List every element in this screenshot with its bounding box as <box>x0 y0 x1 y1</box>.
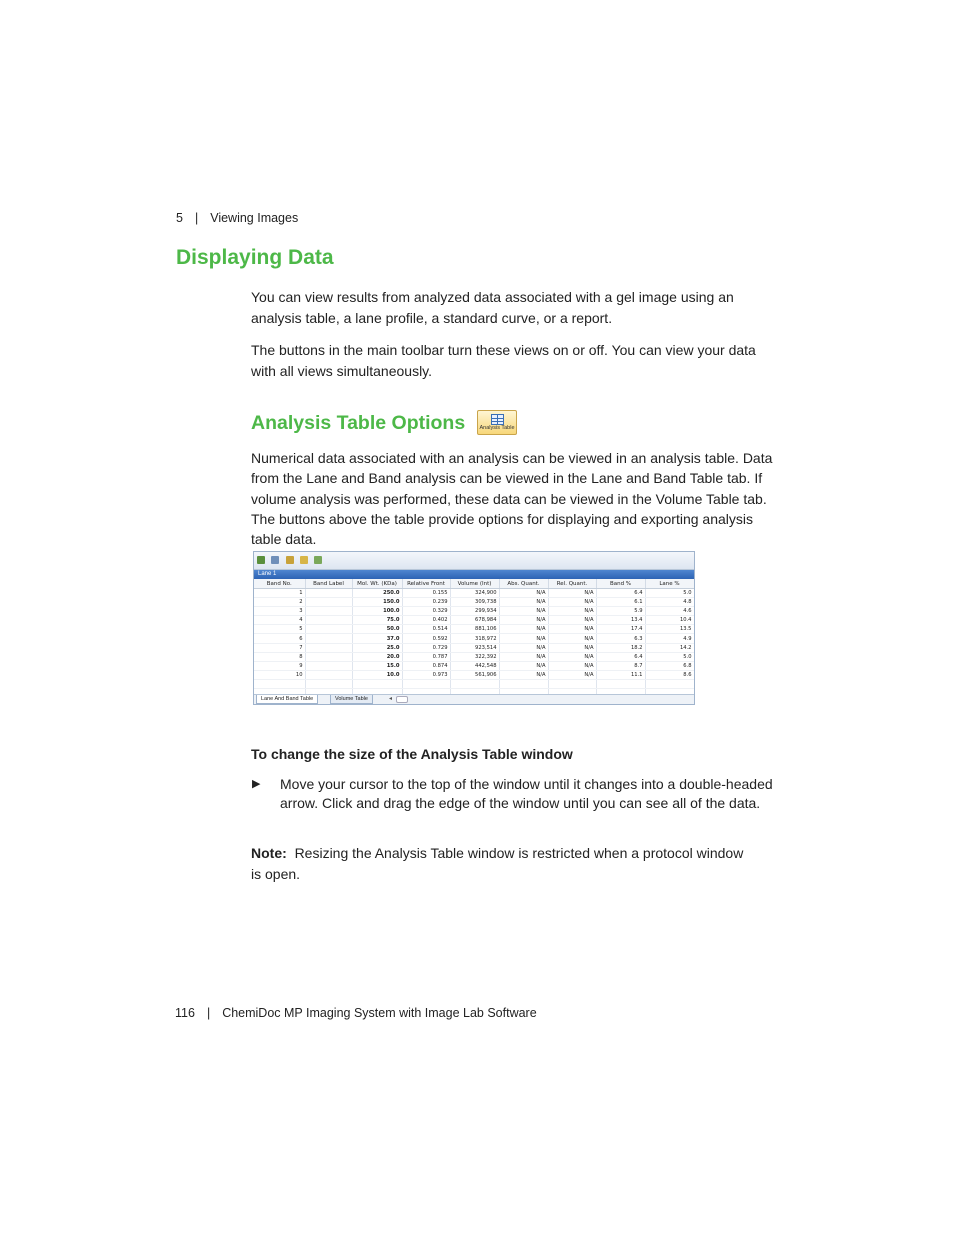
table-cell: 0.329 <box>402 607 450 616</box>
footer-separator: | <box>206 1006 211 1020</box>
table-cell: N/A <box>548 643 596 652</box>
procedure-step: Move your cursor to the top of the window until it changes into a double-headed arrow. Click and drag the edge of the window until you can see all of the data. <box>280 776 773 811</box>
table-cell: 0.402 <box>402 616 450 625</box>
table-cell: N/A <box>548 607 596 616</box>
table-cell: N/A <box>548 652 596 661</box>
table-cell: 10 <box>254 670 305 679</box>
table-cell: N/A <box>499 634 548 643</box>
empty-row <box>254 679 694 688</box>
table-cell: 8.7 <box>596 661 645 670</box>
table-row[interactable] <box>254 643 694 652</box>
table-cell: 6 <box>254 634 305 643</box>
empty-cell <box>548 679 596 688</box>
col-header[interactable]: Abs. Quant. <box>499 579 548 589</box>
export-icon[interactable] <box>300 556 308 564</box>
table-cell: N/A <box>499 607 548 616</box>
col-header[interactable]: Relative Front <box>402 579 450 589</box>
table-cell <box>305 661 352 670</box>
table-cell: 6.3 <box>596 634 645 643</box>
table-cell: 7 <box>254 643 305 652</box>
table-cell: 923,514 <box>450 643 499 652</box>
table-cell <box>305 634 352 643</box>
refresh-icon[interactable] <box>271 556 279 564</box>
procedure-heading: To change the size of the Analysis Table window <box>251 746 573 762</box>
empty-cell <box>450 679 499 688</box>
table-cell: N/A <box>499 661 548 670</box>
col-header[interactable]: Band Label <box>305 579 352 589</box>
lane-selector[interactable] <box>254 570 694 579</box>
empty-cell <box>352 679 402 688</box>
table-cell: N/A <box>548 670 596 679</box>
table-cell: 322,392 <box>450 652 499 661</box>
empty-cell <box>596 679 645 688</box>
table-tab-strip <box>254 694 694 704</box>
col-header[interactable]: Lane % <box>645 579 694 589</box>
table-cell: 250.0 <box>352 589 402 598</box>
table-cell <box>305 670 352 679</box>
table-row[interactable] <box>254 670 694 679</box>
tab-lane-and-band-table[interactable]: Lane And Band Table <box>256 695 318 704</box>
copy-icon[interactable] <box>257 556 265 564</box>
table-cell: 37.0 <box>352 634 402 643</box>
bullet-arrow-icon: ▶ <box>252 778 261 790</box>
table-cell: N/A <box>499 616 548 625</box>
empty-cell <box>254 679 305 688</box>
table-cell: 3 <box>254 607 305 616</box>
tab-volume-table[interactable]: Volume Table <box>330 695 373 704</box>
intro-paragraph-2: The buttons in the main toolbar turn these views on or off. You can view your data with all views simultaneously. <box>251 342 756 379</box>
col-header[interactable]: Band No. <box>254 579 305 589</box>
col-header[interactable]: Mol. Wt. (KDa) <box>352 579 402 589</box>
col-header[interactable]: Rel. Quant. <box>548 579 596 589</box>
table-cell: 14.2 <box>645 643 694 652</box>
table-cell: 4 <box>254 616 305 625</box>
table-cell: 0.973 <box>402 670 450 679</box>
table-cell <box>305 643 352 652</box>
table-row[interactable] <box>254 625 694 634</box>
running-footer <box>175 1006 537 1020</box>
table-cell: 17.4 <box>596 625 645 634</box>
save-icon[interactable] <box>286 556 294 564</box>
table-cell: 11.1 <box>596 670 645 679</box>
table-cell: 678,984 <box>450 616 499 625</box>
table-cell: 10.4 <box>645 616 694 625</box>
table-row[interactable] <box>254 607 694 616</box>
table-cell: 0.592 <box>402 634 450 643</box>
table-row[interactable] <box>254 634 694 643</box>
table-cell: 0.514 <box>402 625 450 634</box>
book-title: ChemiDoc MP Imaging System with Image Lab Software <box>222 1006 537 1020</box>
analysis-table-button-label: Analysis Table <box>479 425 515 431</box>
table-cell: 881,106 <box>450 625 499 634</box>
table-cell: N/A <box>548 634 596 643</box>
table-cell: N/A <box>499 643 548 652</box>
table-grid-icon <box>491 414 504 425</box>
table-cell: N/A <box>548 661 596 670</box>
table-header-row <box>254 579 694 589</box>
table-cell <box>305 589 352 598</box>
table-cell: 10.0 <box>352 670 402 679</box>
analysis-table-window <box>253 551 695 705</box>
scroll-left-icon[interactable]: ◂ <box>389 696 393 702</box>
empty-cell <box>402 679 450 688</box>
table-cell: 20.0 <box>352 652 402 661</box>
table-cell: 442,548 <box>450 661 499 670</box>
table-cell: 5 <box>254 625 305 634</box>
table-cell: 4.8 <box>645 598 694 607</box>
table-cell: 9 <box>254 661 305 670</box>
table-cell <box>305 616 352 625</box>
col-header[interactable]: Volume (Int) <box>450 579 499 589</box>
table-cell: 15.0 <box>352 661 402 670</box>
table-cell: 299,934 <box>450 607 499 616</box>
empty-cell <box>645 679 694 688</box>
report-icon[interactable] <box>314 556 322 564</box>
table-cell: 309,738 <box>450 598 499 607</box>
analysis-data-table <box>254 579 695 698</box>
note-text: Resizing the Analysis Table window is restricted when a protocol window is open. <box>251 845 744 882</box>
table-cell: 25.0 <box>352 643 402 652</box>
table-row[interactable] <box>254 652 694 661</box>
section-name: Viewing Images <box>210 211 299 225</box>
table-cell: 18.2 <box>596 643 645 652</box>
table-cell: 8.6 <box>645 670 694 679</box>
running-header <box>176 211 298 225</box>
table-cell: 6.8 <box>645 661 694 670</box>
table-cell: 324,900 <box>450 589 499 598</box>
table-cell: 5.0 <box>645 589 694 598</box>
table-cell: 13.5 <box>645 625 694 634</box>
table-cell: 6.4 <box>596 652 645 661</box>
table-cell <box>305 625 352 634</box>
page-title: Displaying Data <box>176 246 334 269</box>
col-header[interactable]: Band % <box>596 579 645 589</box>
note-paragraph <box>251 843 751 885</box>
header-separator: | <box>194 211 199 225</box>
table-cell: N/A <box>499 598 548 607</box>
table-cell: N/A <box>499 670 548 679</box>
table-cell: N/A <box>548 589 596 598</box>
subsection-paragraph: Numerical data associated with an analysis can be viewed in an analysis table. Data from the Lane and Band analysis can be viewed in the Lane and Band Table tab. If volume analysis was performed, these data can be viewed in the Volume Table tab. The buttons above the table provide options for displaying and exporting analysis table data. <box>251 450 773 548</box>
chapter-number: 5 <box>176 211 183 225</box>
table-cell: 5.9 <box>596 607 645 616</box>
intro-paragraph-1: You can view results from analyzed data associated with a gel image using an analysis table, a lane profile, a standard curve, or a report. <box>251 289 734 326</box>
table-cell: 5.0 <box>645 652 694 661</box>
table-cell: N/A <box>548 616 596 625</box>
table-cell <box>305 652 352 661</box>
lane-label: Lane 1 <box>258 571 277 577</box>
note-label: Note: <box>251 845 287 861</box>
table-toolbar <box>254 552 694 570</box>
table-cell: 13.4 <box>596 616 645 625</box>
table-row[interactable] <box>254 616 694 625</box>
table-cell <box>305 598 352 607</box>
horizontal-scrollbar[interactable] <box>396 696 408 703</box>
table-cell: 150.0 <box>352 598 402 607</box>
table-cell: N/A <box>548 625 596 634</box>
table-cell: 0.787 <box>402 652 450 661</box>
table-cell: 100.0 <box>352 607 402 616</box>
empty-cell <box>499 679 548 688</box>
table-cell: N/A <box>548 598 596 607</box>
table-cell: N/A <box>499 625 548 634</box>
table-cell: 8 <box>254 652 305 661</box>
table-row[interactable] <box>254 589 694 598</box>
analysis-table-button-icon <box>477 410 517 435</box>
table-cell: 1 <box>254 589 305 598</box>
table-cell: 6.1 <box>596 598 645 607</box>
table-cell: 0.729 <box>402 643 450 652</box>
empty-cell <box>305 679 352 688</box>
table-cell: 0.155 <box>402 589 450 598</box>
table-row[interactable] <box>254 661 694 670</box>
table-cell <box>305 607 352 616</box>
table-cell: 4.6 <box>645 607 694 616</box>
table-cell: 318,972 <box>450 634 499 643</box>
table-cell: 561,906 <box>450 670 499 679</box>
table-row[interactable] <box>254 598 694 607</box>
table-cell: N/A <box>499 589 548 598</box>
table-cell: 75.0 <box>352 616 402 625</box>
table-cell: 2 <box>254 598 305 607</box>
table-cell: N/A <box>499 652 548 661</box>
page-number: 116 <box>175 1006 195 1020</box>
table-cell: 0.239 <box>402 598 450 607</box>
table-cell: 6.4 <box>596 589 645 598</box>
table-cell: 50.0 <box>352 625 402 634</box>
table-cell: 4.9 <box>645 634 694 643</box>
subsection-title: Analysis Table Options <box>251 412 466 434</box>
table-cell: 0.874 <box>402 661 450 670</box>
